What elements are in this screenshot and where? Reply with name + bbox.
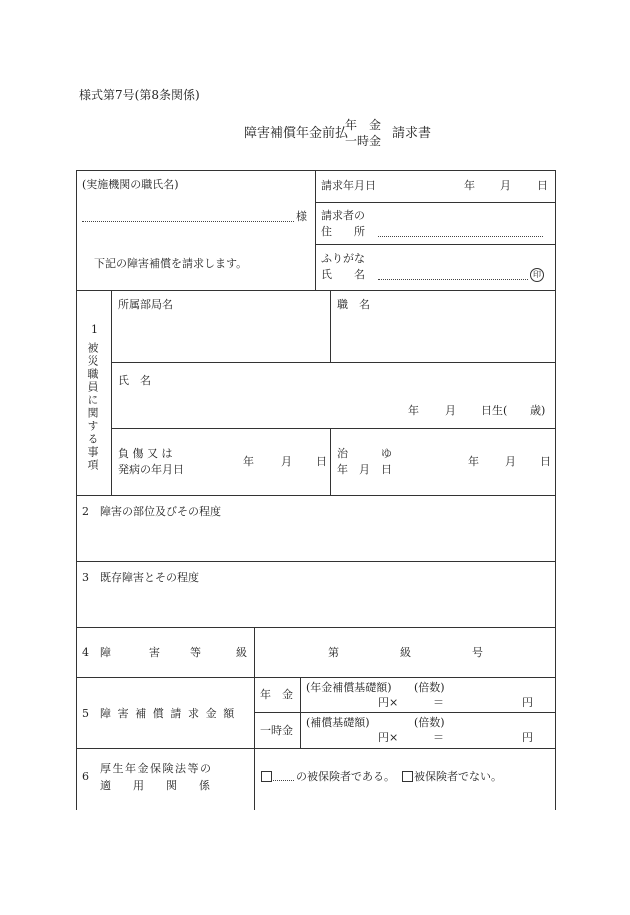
- agency-name-field[interactable]: [82, 221, 294, 222]
- annuity-equals: ＝: [433, 696, 444, 709]
- injury-month: 月: [281, 455, 292, 468]
- claimant-name-field[interactable]: [378, 279, 528, 280]
- title-prefix: 障害補償年金前払: [244, 126, 349, 141]
- title-annuity: 年 金: [345, 118, 382, 132]
- annuity-type-label: 年 金: [260, 688, 293, 701]
- cure-year: 年: [468, 455, 479, 468]
- request-date-day: 日: [537, 179, 548, 192]
- insured-checkbox[interactable]: [261, 771, 272, 782]
- injury-day: 日: [316, 455, 327, 468]
- section4-label-char: 級: [236, 646, 247, 659]
- sama-label: 様: [296, 210, 307, 223]
- request-date-label: 請求年月日: [321, 179, 376, 192]
- form-number: 様式第7号(第8条関係): [79, 88, 200, 102]
- annuity-yen-x: 円×: [378, 696, 399, 709]
- cure-date-label-1: 治 ゆ: [337, 447, 392, 460]
- cure-month: 月: [505, 455, 516, 468]
- section1-number: 1: [91, 323, 98, 336]
- claimant-name-label: 氏 名: [321, 268, 365, 281]
- lump-base-label: (補償基礎額): [306, 716, 370, 729]
- insurance-type-field[interactable]: [273, 780, 294, 781]
- section5-label: 障害補償請求金額: [100, 707, 241, 720]
- age-suffix: 歳): [530, 404, 546, 417]
- agency-label: (実施機関の職氏名): [82, 178, 179, 191]
- position-label: 職 名: [337, 298, 370, 311]
- annuity-yen: 円: [522, 696, 533, 709]
- section3-label: 3 既存障害とその程度: [82, 571, 199, 584]
- seal-mark: 印: [530, 268, 544, 282]
- request-date-month: 月: [500, 179, 511, 192]
- not-insured-checkbox[interactable]: [402, 771, 413, 782]
- grade-dai: 第: [328, 646, 339, 659]
- injury-date-label-1: 負 傷 又 は: [118, 447, 173, 460]
- victim-name-label: 氏 名: [118, 374, 151, 387]
- title-lump: 一時金: [345, 134, 382, 148]
- section6-label-2: 適 用 関 係: [100, 779, 210, 792]
- birth-year: 年: [408, 404, 419, 417]
- section1-title: 被災職員に関する事項: [86, 342, 99, 472]
- lump-equals: ＝: [433, 731, 444, 744]
- annuity-times-label: (倍数): [414, 681, 445, 694]
- lump-yen-x: 円×: [378, 731, 399, 744]
- section6-number: 6: [82, 770, 89, 783]
- claim-statement: 下記の障害補償を請求します。: [94, 257, 248, 270]
- annuity-base-label: (年金補償基礎額): [306, 681, 392, 694]
- grade-kyu: 級: [400, 646, 411, 659]
- title-suffix: 請求書: [392, 126, 432, 141]
- lump-times-label: (倍数): [414, 716, 445, 729]
- cure-day: 日: [540, 455, 551, 468]
- lump-type-label: 一時金: [260, 724, 293, 737]
- claimant-address-label-2: 住 所: [321, 225, 365, 238]
- injury-year: 年: [243, 455, 254, 468]
- insured-option-label: の被保険者である。: [296, 770, 395, 783]
- lump-yen: 円: [522, 731, 533, 744]
- birth-day: 日生(: [481, 404, 508, 417]
- grade-go: 号: [472, 646, 483, 659]
- claimant-address-field[interactable]: [378, 236, 543, 237]
- injury-date-label-2: 発病の年月日: [118, 463, 184, 476]
- section6-label-1: 厚生年金保険法等の: [100, 762, 213, 775]
- claimant-furigana-label: ふりがな: [321, 252, 365, 265]
- birth-month: 月: [445, 404, 456, 417]
- section2-label: 2 障害の部位及びその程度: [82, 505, 221, 518]
- section4-label-char: 害: [149, 646, 160, 659]
- section4-label-char: 等: [190, 646, 201, 659]
- not-insured-option-label: 被保険者でない。: [414, 770, 502, 783]
- section5-number: 5: [82, 707, 89, 720]
- department-label: 所属部局名: [118, 298, 173, 311]
- section4-label-char: 障: [100, 646, 111, 659]
- request-date-year: 年: [464, 179, 475, 192]
- cure-date-label-2: 年 月 日: [337, 463, 392, 476]
- section4-number: 4: [82, 646, 89, 659]
- claimant-address-label-1: 請求者の: [321, 209, 365, 222]
